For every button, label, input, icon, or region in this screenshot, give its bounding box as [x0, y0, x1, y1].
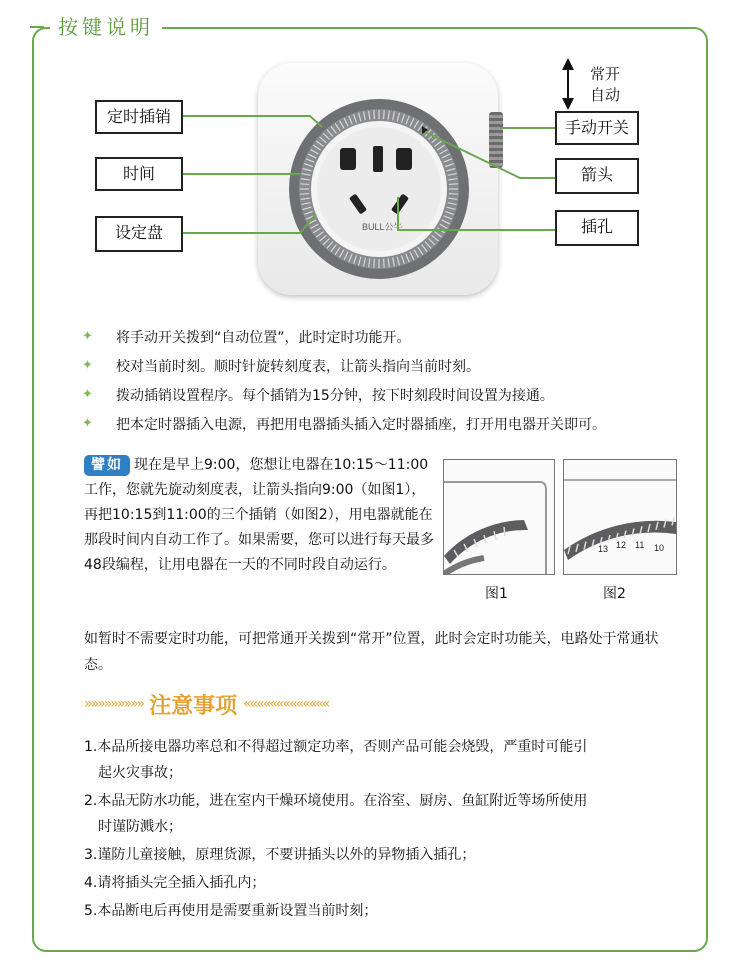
chevrons-right: «««««««««««««: [243, 696, 329, 712]
fig2-number: 11: [635, 540, 645, 550]
connector-arrow: [425, 132, 555, 178]
figure-1-caption: 图1: [485, 586, 508, 602]
connector-setting-dial: [183, 214, 316, 233]
notice-heading: [84, 686, 328, 722]
connector-socket: [398, 197, 555, 230]
list-item: ✦ 校对当前时刻。顺时针旋转刻度表，让箭头指向当前时刻。: [82, 358, 480, 375]
figure-2: [563, 459, 677, 575]
list-item: 4.请将插头完全插入插孔内；: [84, 875, 266, 891]
list-item: 1.本品所接电器功率总和不得超过额定功率，否则产品可能会烧毁，严重时可能引 起火灾事故；: [84, 739, 588, 781]
fig2-number: 12: [616, 540, 627, 550]
sparkle-icon: ✦: [82, 358, 93, 373]
example-badge: 譬如: [84, 455, 130, 476]
list-item: ✦ 把本定时器插入电源，再把用电器插头插入定时器插座，打开用电器开关即可。: [82, 416, 606, 433]
label-arrow: 箭头: [555, 158, 639, 194]
figure-1: [443, 459, 555, 575]
list-item: 3.谨防儿童接触，原理货源，不要讲插头以外的异物插入插孔；: [84, 847, 476, 863]
connector-timing-pin: [183, 116, 322, 127]
sparkle-icon: ✦: [82, 416, 93, 431]
sparkle-icon: ✦: [82, 387, 93, 402]
instruction-list: [82, 322, 702, 438]
list-item: ✦ 将手动开关拨到“自动位置”，此时定时功能开。: [82, 329, 411, 346]
list-item: ✦ 拨动插销设置程序。每个插销为15分钟，按下时刻段时间设置为接通。: [82, 387, 554, 404]
down-arrow-icon: [562, 98, 574, 110]
sparkle-icon: ✦: [82, 329, 93, 344]
list-item: 5.本品断电后再使用是需要重新设置当前时刻；: [84, 903, 378, 919]
figure-1-image: [444, 460, 554, 574]
up-arrow-icon: [562, 58, 574, 70]
notice-list: [84, 734, 674, 926]
notice-title: 注意事项: [149, 693, 238, 719]
normal-on-paragraph: 如暂时不需要定时功能，可把常通开关拨到“常开”位置，此时会定时功能关，电路处于常通状态。: [84, 631, 659, 673]
figure-2-image: [564, 460, 676, 574]
label-socket: 插孔: [555, 210, 639, 246]
brand-logo: BULL公牛: [362, 222, 403, 232]
label-setting-dial: 设定盘: [95, 216, 183, 252]
label-time: 时间: [95, 157, 183, 191]
section-title-text: 按键说明: [58, 15, 154, 39]
figure-2-caption: 图2: [603, 586, 626, 602]
switch-position-top: 常开: [589, 65, 620, 83]
fig2-number: 10: [654, 543, 665, 553]
list-item: 2.本品无防水功能，进在室内干燥环境使用。在浴室、厨房、鱼缸附近等场所使用 时谨防溅水；: [84, 793, 588, 835]
chevrons-left: »»»»»»»»»: [84, 696, 144, 712]
switch-position-bottom: 自动: [589, 86, 620, 104]
label-timing-pin: 定时插销: [95, 100, 183, 134]
fig2-number: 13: [598, 544, 609, 554]
label-manual-switch: 手动开关: [555, 111, 639, 145]
example-paragraph: 譬如 现在是早上9:00，您想让电器在10:15～11:00工作，您就先旋动刻度表，让箭头指向9:00（如图1），再把10:15到11:00的三个插销（如图2），用电器就能在那段时间内自动工作了。如果需要，您可以进行每天最多48段编程，让用电器在一天的不同时段自动运行。: [84, 457, 434, 573]
